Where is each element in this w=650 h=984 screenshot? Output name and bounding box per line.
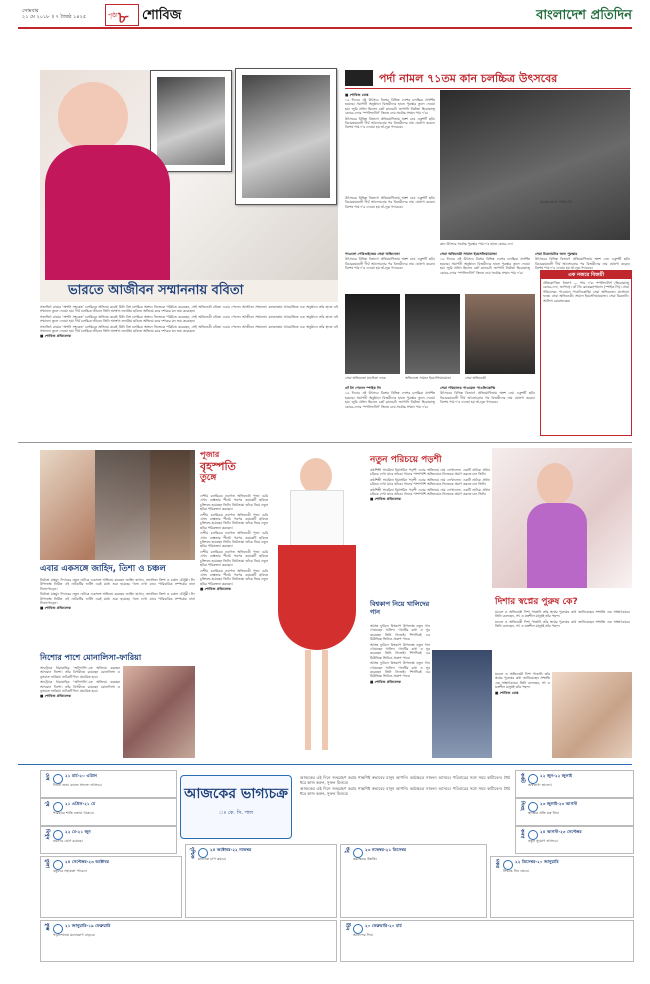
story5-headline: [200, 450, 268, 490]
zodiac-name: মিথুন: [44, 829, 50, 840]
zodiac-text: আনন্দের দিন।: [353, 933, 374, 937]
horoscope-rule: [18, 764, 632, 765]
winners-sidebar-title: এক নজরে বিজয়ী: [541, 271, 631, 279]
story5-body-text-5: দেশীয় চলচ্চিত্রে নবাগত অভিনেত্রী পূজা চেরি এখন ব্যস্ততার শীর্ষে। পরপর কয়েকটি ছবিতে চুক্তিবদ্ধ হয়েছেন তিনি। নির্মাতারা তাঁকে নিয়ে নতুন ছবির পরিকল্পনা করছেন।: [200, 568, 268, 586]
story4-byline: ■ শোবিজ প্রতিবেদক: [40, 694, 72, 699]
zodiac-box: [515, 826, 634, 854]
story1-byline: ■ শোবিজ প্রতিবেদক: [40, 334, 72, 339]
section-title: শোবিজ: [142, 8, 182, 23]
cannes-headline-bar: [345, 68, 631, 89]
story2-col5-text: ১৯ দিনের এই উৎসবে বিশ্বের বিভিন্ন দেশের চলচ্চিত্র প্রদর্শিত হয়েছে। সমাপনী অনুষ্ঠানে বিজয়ীদের হাতে পুরস্কার তুলে দেওয়া হয়। জুরি প্রধান ছিলেন কেট ব্লানচেট। জাপানি নির্মাতা হিরোকাজু কোরে-এদার ‘শপলিফটার্স’ জিতে নেয় সর্বোচ্চ সম্মান পাম দ’র।: [345, 391, 435, 409]
story2-col3: [440, 252, 530, 292]
story5-body-text-2: দেশীয় চলচ্চিত্রে নবাগত অভিনেত্রী পূজা চেরি এখন ব্যস্ততার শীর্ষে। পরপর কয়েকটি ছবিতে চুক্তিবদ্ধ হয়েছেন তিনি। নির্মাতারা তাঁকে নিয়ে নতুন ছবির পরিকল্পনা করছেন।: [200, 512, 268, 530]
story2-headline: পর্দা নামল ৭১তম কান চলচ্চিত্র উৎসবের: [379, 72, 558, 85]
header-date: [22, 8, 86, 20]
zodiac-box: [490, 856, 634, 918]
story6-body-text-2: কণ্ঠশিল্পী সাবরিনা ইয়াসমিন পড়শী এবার অভিনয়ে নাম লেখালেন। একটি নাটকে প্রধান চরিত্রে দেখা যাবে তাঁকে। গানের পাশাপাশি অভিনয়েও নিজেকে প্রমাণ করতে চান তিনি।: [370, 477, 490, 487]
horoscope-intro-text-2: আজকের এই দিনে জন্মগ্রহণ করায় শান্তশিষ্ট স্বভাবের মানুষ আপনি। কর্মক্ষেত্রে সাফল্য আসবে। পরিবারের সঙ্গে সময় কাটাবেন। ধৈর্য ধরে কাজ করুন, সুফল মিলবে।: [300, 786, 510, 796]
zodiac-text: স্বাস্থ্যের প্রতি যত্ন নিন।: [528, 811, 560, 815]
page-label: পৃষ্ঠা: [108, 12, 118, 19]
zodiac-text: দিনটি শুভ। কাজে সাফল্য আসবে।: [53, 783, 102, 787]
story2-byline: ■ শোবিজ ডেস্ক: [345, 93, 369, 97]
nisho-photo: [123, 666, 195, 758]
story2-col2-text: উৎসবের বিভিন্ন বিভাগে প্রতিযোগিতায় অংশ নেয় একুশটি ছবি। বিচারকমণ্ডলী দীর্ঘ আলোচনার পর বিজয়ীদের নাম ঘোষণা করেন। বিশেষ পাম দ’র দেওয়া হয় জঁ-লুক গদারকে।: [345, 257, 435, 271]
zodiac-box: [340, 844, 487, 918]
story7-byline: ■ শোবিজ প্রতিবেদক: [370, 679, 402, 684]
story3-headline-bar: [40, 562, 195, 576]
header-date-text: ২১ মে ২০১৮ ॥ ৭ জ্যৈষ্ঠ ১৪২৫: [22, 14, 87, 20]
story2-col4-text: উৎসবের বিভিন্ন বিভাগে প্রতিযোগিতায় অংশ নেয় একুশটি ছবি। বিচারকমণ্ডলী দীর্ঘ আলোচনার পর বিজয়ীদের নাম ঘোষণা করেন। বিশেষ পাম দ’র দেওয়া হয় জঁ-লুক গদারকে।: [535, 257, 630, 271]
story8-body: [495, 610, 630, 670]
chanchal-photo: [150, 450, 195, 560]
zodiac-name: কর্কট: [519, 773, 525, 783]
zodiac-box: [40, 920, 337, 962]
story7-headline-1: বিশ্বকাপ নিয়ে খালিদের: [370, 600, 430, 608]
story1-headline: ভারতে আজীবন সম্মাননায় ববিতা: [68, 283, 244, 298]
puja-leg-1: [305, 650, 311, 750]
zodiac-text: সিদ্ধান্ত নিন ভেবে।: [503, 869, 530, 873]
cannes-caption-c: সেরা অভিনেত্রী: [465, 376, 486, 380]
cannes-caption-a: সেরা অভিনেতা মার্সেলো ফন্তে: [345, 376, 386, 380]
zodiac-box: [40, 856, 182, 918]
zodiac-box: [40, 770, 177, 798]
zodiac-dates: ২১ এপ্রিল-২১ মে: [65, 801, 96, 806]
story2-col1b: [345, 196, 435, 256]
zodiac-dates: ২২ মে-২১ জুন: [65, 829, 91, 834]
horoscope-intro-text: আজকের এই দিনে জন্মগ্রহণ করায় শান্তশিষ্ট স্বভাবের মানুষ আপনি। কর্মক্ষেত্রে সাফল্য আসবে। পরিবারের সঙ্গে সময় কাটাবেন। ধৈর্য ধরে কাজ করুন, সুফল মিলবে।: [300, 775, 510, 785]
story3-body-text: নির্মাতা মাহমুদ দিদারের নতুন নাটকে একসঙ্গে অভিনয় করছেন জাহিদ হাসান, তানজিন তিশা ও চঞ্চল চৌধুরী। ঈদ উপলক্ষে নির্মিত এই নাটকটির শুটিং এরই মধ্যে শুরু হয়েছে। গল্পে দেখা যাবে পারিবারিক সম্পর্কের নানা টানাপোড়েন।: [40, 578, 195, 591]
story7-body-text: আসন্ন ফুটবল বিশ্বকাপ উপলক্ষে নতুন গান গেয়েছেন খালিদ। গানটির কথা ও সুর করেছেন তিনি নিজেই। শিগগিরই এর মিউজিক ভিডিও প্রকাশ পাবে।: [370, 624, 430, 642]
story4-headline: নিশোর পাশে মোনালিসা-ফারিয়া: [40, 653, 142, 662]
zodiac-box: [340, 920, 634, 962]
story6-body: [370, 468, 490, 598]
cannes-main-caption: কান উৎসবে সর্বোচ্চ পুরস্কার পাম দ’র হাতে কোরে-এদা: [440, 242, 513, 246]
story7-body-text-2: আসন্ন ফুটবল বিশ্বকাপ উপলক্ষে নতুন গান গেয়েছেন খালিদ। গানটির কথা ও সুর করেছেন তিনি নিজেই। শিগগিরই এর মিউজিক ভিডিও প্রকাশ পাবে।: [370, 642, 430, 660]
story1-headline-bar: [40, 280, 338, 302]
story3-headline: এবার একসঙ্গে জাহিদ, তিশা ও চঞ্চল: [40, 564, 166, 574]
zodiac-dates: ২১ জানুয়ারি-১৯ ফেব্রুয়ারি: [65, 923, 111, 928]
story3-body-text-2: নির্মাতা মাহমুদ দিদারের নতুন নাটকে একসঙ্গে অভিনয় করছেন জাহিদ হাসান, তানজিন তিশা ও চঞ্চল চৌধুরী। ঈদ উপলক্ষে নির্মিত এই নাটকটির শুটিং এরই মধ্যে শুরু হয়েছে। গল্পে দেখা যাবে পারিবারিক সম্পর্কের নানা টানাপোড়েন।: [40, 592, 195, 606]
wall-frame-2: [235, 68, 337, 205]
page-number: ৮: [118, 8, 129, 27]
story2-sub3: সেরা চিত্রনাট্যের জন্য পুরস্কার: [535, 252, 578, 256]
zodiac-dates: ২৪ অক্টোবর-২২ নভেম্বর: [210, 847, 252, 852]
story4-body-text: অফট্র্যাক ধারাবাহিক ‘অলিগলি’-তে অভিনয় করছেন আফরান নিশো। তাঁর বিপরীতে রয়েছেন মোনালিসা ও নুসরাত ফারিয়া। নাটকটি ঈদে প্রচারিত হবে।: [40, 666, 120, 679]
cannes-caption-d: পুরস্কার হাতে স্পাইক লি: [540, 200, 572, 204]
story5-headline-1: পূজার: [200, 450, 220, 459]
story5-byline: ■ শোবিজ প্রতিবেদক: [200, 587, 232, 592]
story7-body-text-3: আসন্ন ফুটবল বিশ্বকাপ উপলক্ষে নতুন গান গেয়েছেন খালিদ। গানটির কথা ও সুর করেছেন তিনি নিজেই। শিগগিরই এর মিউজিক ভিডিও প্রকাশ পাবে।: [370, 661, 430, 679]
header-weekday: সোমবার: [22, 8, 39, 14]
story2-col5: [345, 386, 435, 434]
story2-col1-text-2: উৎসবের বিভিন্ন বিভাগে প্রতিযোগিতায় অংশ নেয় একুশটি ছবি। বিচারকমণ্ডলী দীর্ঘ আলোচনার পর বিজয়ীদের নাম ঘোষণা করেন। বিশেষ পাম দ’র দেওয়া হয় জঁ-লুক গদারকে।: [345, 116, 435, 130]
tisha-photo: [95, 450, 150, 560]
story4-body-text-2: অফট্র্যাক ধারাবাহিক ‘অলিগলি’-তে অভিনয় করছেন আফরান নিশো। তাঁর বিপরীতে রয়েছেন মোনালিসা ও নুসরাত ফারিয়া। নাটকটি ঈদে প্রচারিত হবে।: [40, 680, 120, 694]
story1-body-text-2: সত্যজিৎ রায়ের ‘অশনি সংকেত’ চলচ্চিত্রে অভিনয় করেই যিনি বিশ্ব চলচ্চিত্র অঙ্গনে নিজেকে পরিচিত করেছেন, সেই অভিনেত্রী ববিতা এবার পেলেন আজীবন সম্মাননা। কলকাতায় আয়োজিত এক অনুষ্ঠানে তাঁর হাতে এই সম্মাননা তুলে দেওয়া হয়। দীর্ঘ চলচ্চিত্র জীবনে তিনি অসংখ্য জনপ্রিয় ছবিতে অভিনয় করে দর্শকের মন জয় করেছেন।: [40, 314, 338, 324]
story6-headline: নতুন পরিচয়ে পড়শী: [370, 455, 442, 465]
story8-body-b: [495, 672, 550, 758]
story6-byline: ■ শোবিজ প্রতিবেদক: [370, 497, 402, 502]
zodiac-text: নতুন সুযোগ আসবে।: [528, 839, 558, 843]
story4-headline-bar: [40, 652, 195, 664]
story7-headline-bar: [370, 600, 490, 622]
horoscope-author: ঃ কে. সি. পাল: [218, 810, 254, 816]
bobita-photo: [40, 70, 338, 280]
zodiac-text: বন্ধুদের সহায়তা পাবেন।: [53, 869, 87, 873]
zodiac-box: [185, 844, 337, 918]
brand-logo: বাংলাদেশ প্রতিদিন: [536, 8, 632, 23]
zodiac-name: মীন: [344, 923, 350, 931]
story8-byline: ■ শোবিজ ডেস্ক: [495, 690, 519, 695]
horoscope-intro: [300, 775, 510, 837]
zodiac-name: তুলা: [44, 859, 50, 868]
story8-body-text: মডেল ও অভিনেত্রী দিশা পাতানি তাঁর স্বপ্নের পুরুষের কথা জানিয়েছেন সম্প্রতি এক সাক্ষাৎকারে। তিনি বলেছেন, সৎ ও যত্নশীল মানুষই তাঁর পছন্দ।: [495, 610, 630, 619]
zodiac-text: মানসিক চাপ কমবে।: [198, 857, 227, 861]
story5-body-text-3: দেশীয় চলচ্চিত্রে নবাগত অভিনেত্রী পূজা চেরি এখন ব্যস্ততার শীর্ষে। পরপর কয়েকটি ছবিতে চুক্তিবদ্ধ হয়েছেন তিনি। নির্মাতারা তাঁকে নিয়ে নতুন ছবির পরিকল্পনা করছেন।: [200, 531, 268, 549]
porshi-face: [537, 463, 573, 505]
story5-body-text: দেশীয় চলচ্চিত্রে নবাগত অভিনেত্রী পূজা চেরি এখন ব্যস্ততার শীর্ষে। পরপর কয়েকটি ছবিতে চুক্তিবদ্ধ হয়েছেন তিনি। নির্মাতারা তাঁকে নিয়ে নতুন ছবির পরিকল্পনা করছেন।: [200, 494, 268, 512]
story2-col1-text: ১৯ দিনের এই উৎসবে বিশ্বের বিভিন্ন দেশের চলচ্চিত্র প্রদর্শিত হয়েছে। সমাপনী অনুষ্ঠানে বিজয়ীদের হাতে পুরস্কার তুলে দেওয়া হয়। জুরি প্রধান ছিলেন কেট ব্লানচেট। জাপানি নির্মাতা হিরোকাজু কোরে-এদার ‘শপলিফটার্স’ জিতে নেয় সর্বোচ্চ সম্মান পাম দ’র।: [345, 98, 435, 116]
zodiac-name: কুম্ভ: [44, 923, 50, 931]
zodiac-name: বৃশ্চিক: [189, 847, 195, 859]
zodiac-box: [40, 826, 177, 854]
story8-body-b-text: মডেল ও অভিনেত্রী দিশা পাতানি তাঁর স্বপ্নের পুরুষের কথা জানিয়েছেন সম্প্রতি এক সাক্ষাৎকারে। তিনি বলেছেন, সৎ ও যত্নশীল মানুষই তাঁর পছন্দ।: [495, 672, 550, 690]
page-header: [0, 0, 650, 28]
wall-frame-1: [150, 70, 232, 172]
bobita-face: [58, 82, 128, 152]
story2-col2: [345, 252, 435, 292]
horoscope-title: আজকের ভাগ্যচক্র: [184, 786, 288, 802]
zodiac-dates: ২৪ আগস্ট-২৩ সেপ্টেম্বর: [540, 829, 582, 834]
horoscope-title-box: [180, 775, 292, 839]
winners-sidebar: [540, 270, 632, 436]
story5-headline-3: তুঙ্গে: [200, 473, 217, 483]
porshi-dress: [527, 503, 587, 588]
zodiac-dates: ২২ ডিসেম্বর-২০ জানুয়ারি: [515, 859, 559, 864]
cannes-caption-b: অভিনেতা সামাল ইয়েসলিয়ামোভা: [405, 376, 451, 380]
zodiac-name: মকর: [494, 859, 500, 869]
story4-body: [40, 666, 120, 758]
zodiac-name: মেষ: [44, 773, 50, 781]
story2-sub5: সেরা পরিচালক পাওয়েল পাওলিকোস্কি: [440, 386, 496, 390]
cannes-photo-c: [465, 294, 535, 374]
story2-sub4: গ্রাঁ প্রি পেলেন স্পাইক লি: [345, 386, 381, 390]
zodiac-name: ধনু: [344, 847, 350, 853]
zodiac-box: [40, 798, 177, 826]
story2-sub1: পাওলো পেরিগুইজের সেরা অভিনেতা: [345, 252, 400, 256]
zodiac-dates: ২২ জুন-২২ জুলাই: [540, 773, 573, 778]
story7-headline-2: গান: [370, 608, 381, 616]
story8-headline-bar: [495, 594, 635, 608]
story2-sub2: সেরা অভিনেত্রী সামাল ইয়েসলিয়ামোভা: [440, 252, 497, 256]
zodiac-name: বৃষ: [44, 801, 50, 807]
story1-body: [40, 305, 338, 417]
disha-photo: [552, 672, 632, 758]
zodiac-dates: ২০ ফেব্রুয়ারি-২০ মার্চ: [365, 923, 402, 928]
story8-body-text-2: মডেল ও অভিনেত্রী দিশা পাতানি তাঁর স্বপ্নের পুরুষের কথা জানিয়েছেন সম্প্রতি এক সাক্ষাৎকারে। তিনি বলেছেন, সৎ ও যত্নশীল মানুষই তাঁর পছন্দ।: [495, 619, 630, 629]
zodiac-text: পরিবারে শান্তি বজায় থাকবে।: [53, 811, 94, 815]
story6-headline-bar: [370, 452, 510, 466]
bobita-dress: [45, 145, 170, 280]
story3-byline: ■ শোবিজ প্রতিবেদক: [40, 606, 72, 611]
puja-face: [300, 458, 332, 494]
story8-headline: দিশার স্বপ্নের পুরুষ কে?: [495, 597, 578, 607]
story2-col6-text: উৎসবের বিভিন্ন বিভাগে প্রতিযোগিতায় অংশ নেয় একুশটি ছবি। বিচারকমণ্ডলী দীর্ঘ আলোচনার পর বিজয়ীদের নাম ঘোষণা করেন। বিশেষ পাম দ’র দেওয়া হয় জঁ-লুক গদারকে।: [440, 391, 535, 405]
zodiac-dates: ২৩ জুলাই-২৩ আগস্ট: [540, 801, 578, 806]
zodiac-box: [515, 798, 634, 826]
section-divider: [18, 442, 632, 443]
zodiac-text: কর্মক্ষেত্রে উন্নতি।: [353, 857, 377, 861]
zodiac-dates: ২৩ নভেম্বর-২১ ডিসেম্বর: [365, 847, 407, 852]
story5-headline-2: বৃহস্পতি: [200, 460, 236, 473]
cannes-logo-icon: [345, 70, 373, 86]
story2-col1: [345, 98, 435, 194]
story1-body-text-3: সত্যজিৎ রায়ের ‘অশনি সংকেত’ চলচ্চিত্রে অভিনয় করেই যিনি বিশ্ব চলচ্চিত্র অঙ্গনে নিজেকে পরিচিত করেছেন, সেই অভিনেত্রী ববিতা এবার পেলেন আজীবন সম্মাননা। কলকাতায় আয়োজিত এক অনুষ্ঠানে তাঁর হাতে এই সম্মাননা তুলে দেওয়া হয়। দীর্ঘ চলচ্চিত্র জীবনে তিনি অসংখ্য জনপ্রিয় ছবিতে অভিনয় করে দর্শকের মন জয় করেছেন।: [40, 324, 338, 334]
cannes-photo-b: [405, 294, 460, 374]
zodiac-dates: ২৪ সেপ্টেম্বর-২৩ অক্টোবর: [65, 859, 109, 864]
puja-skirt: [278, 545, 356, 650]
story1-body-text: সত্যজিৎ রায়ের ‘অশনি সংকেত’ চলচ্চিত্রে অভিনয় করেই যিনি বিশ্ব চলচ্চিত্র অঙ্গনে নিজেকে পরিচিত করেছেন, সেই অভিনেত্রী ববিতা এবার পেলেন আজীবন সম্মাননা। কলকাতায় আয়োজিত এক অনুষ্ঠানে তাঁর হাতে এই সম্মাননা তুলে দেওয়া হয়। দীর্ঘ চলচ্চিত্র জীবনে তিনি অসংখ্য জনপ্রিয় ছবিতে অভিনয় করে দর্শকের মন জয় করেছেন।: [40, 305, 338, 314]
story2-col3-text: ১৯ দিনের এই উৎসবে বিশ্বের বিভিন্ন দেশের চলচ্চিত্র প্রদর্শিত হয়েছে। সমাপনী অনুষ্ঠানে বিজয়ীদের হাতে পুরস্কার তুলে দেওয়া হয়। জুরি প্রধান ছিলেন কেট ব্লানচেট। জাপানি নির্মাতা হিরোকাজু কোরে-এদার ‘শপলিফটার্স’ জিতে নেয় সর্বোচ্চ সম্মান পাম দ’র।: [440, 257, 530, 275]
zodiac-text: পড়াশোনায় মনোযোগ বাড়বে।: [53, 933, 96, 937]
puja-top: [290, 490, 344, 547]
story5-body-text-4: দেশীয় চলচ্চিত্রে নবাগত অভিনেত্রী পূজা চেরি এখন ব্যস্ততার শীর্ষে। পরপর কয়েকটি ছবিতে চুক্তিবদ্ধ হয়েছেন তিনি। নির্মাতারা তাঁকে নিয়ে নতুন ছবির পরিকল্পনা করছেন।: [200, 549, 268, 568]
zodiac-name: সিংহ: [519, 801, 525, 811]
porshi-photo: [492, 448, 632, 588]
story7-body: [370, 624, 430, 758]
winners-sidebar-body: প্রতিযোগিতা বিভাগ — পাম দ’র: শপলিফটার্স (হিরোকাজু কোরে-এদা, জাপান)। গ্রাঁ প্রি: ব্ল্যাকক্ল্যান্সম্যান (স্পাইক লি)। সেরা পরিচালক: পাওয়েল পাওলিকোস্কি। সেরা অভিনেতা: মার্সেলো ফন্তে। সেরা অভিনেত্রী: সামাল ইয়েসলিয়ামোভা। সেরা চিত্রনাট্য: আলিস রোরভাকের।: [543, 281, 629, 303]
zodiac-text: ভ্রমণের যোগ রয়েছে।: [53, 839, 83, 843]
zodiac-box: [515, 770, 634, 798]
story2-col1b-text: উৎসবের বিভিন্ন বিভাগে প্রতিযোগিতায় অংশ নেয় একুশটি ছবি। বিচারকমণ্ডলী দীর্ঘ আলোচনার পর বিজয়ীদের নাম ঘোষণা করেন। বিশেষ পাম দ’র দেওয়া হয় জঁ-লুক গদারকে।: [345, 196, 435, 209]
puja-photo: [270, 450, 365, 760]
story6-body-text-3: কণ্ঠশিল্পী সাবরিনা ইয়াসমিন পড়শী এবার অভিনয়ে নাম লেখালেন। একটি নাটকে প্রধান চরিত্রে দেখা যাবে তাঁকে। গানের পাশাপাশি অভিনয়েও নিজেকে প্রমাণ করতে চান তিনি।: [370, 487, 490, 497]
cannes-main-photo: [440, 90, 630, 240]
cannes-photo-a: [345, 294, 400, 374]
page-number-box: [105, 4, 139, 26]
khalid-photo: [432, 650, 492, 758]
story3-body: [40, 578, 195, 648]
story6-body-text: কণ্ঠশিল্পী সাবরিনা ইয়াসমিন পড়শী এবার অভিনয়ে নাম লেখালেন। একটি নাটকে প্রধান চরিত্রে দেখা যাবে তাঁকে। গানের পাশাপাশি অভিনয়েও নিজেকে প্রমাণ করতে চান তিনি।: [370, 468, 490, 477]
zodiac-name: কন্যা: [519, 829, 525, 839]
zodiac-dates: ২১ মার্চ-২০ এপ্রিল: [65, 773, 97, 778]
puja-leg-2: [322, 650, 328, 750]
story2-col6: [440, 386, 535, 434]
story5-body: [200, 494, 268, 756]
zodiac-text: অর্থভাগ্য ভালো।: [528, 783, 552, 787]
header-rule: [18, 27, 632, 29]
